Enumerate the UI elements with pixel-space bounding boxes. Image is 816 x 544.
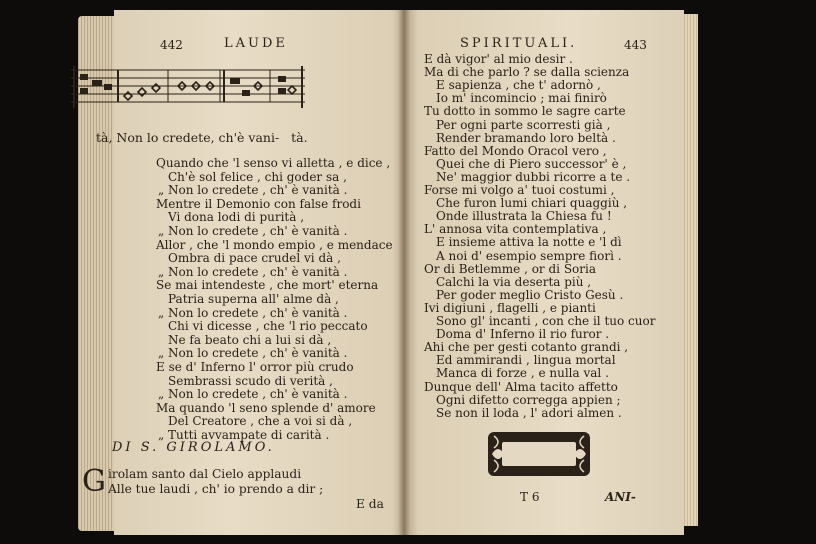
left-page-number: 442	[160, 38, 183, 52]
verse-line: Sono gl' incanti , con che il tuo cuor	[436, 314, 656, 328]
verse-line: Manca di forze , e nulla val .	[436, 366, 609, 381]
verse-line: Ahi che per gesti cotanto grandi ,	[424, 340, 629, 355]
verse-line: E se d' Inferno l' orror più crudo	[156, 360, 354, 374]
verse-line: Ogni difetto corregga appien ;	[436, 392, 621, 407]
right-page-number: 443	[624, 38, 647, 52]
verse-line: Onde illustrata la Chiesa fu !	[436, 209, 612, 224]
left-catchword: E da	[356, 497, 384, 511]
verse-line: Patria superna all' alme dà ,	[168, 292, 339, 306]
verse-line: Forse mi volgo a' tuoi costumi ,	[424, 183, 615, 197]
right-running-head: SPIRITUALI.	[460, 36, 578, 51]
verse-line: Per ogni parte scorresti già ,	[436, 117, 611, 132]
verse-line: Render bramando loro beltà .	[436, 130, 616, 145]
verse-line: Quando che 'l senso vi alletta , e dice ,	[156, 156, 391, 170]
verse-line: E insieme attiva la notte e 'l dì	[436, 235, 622, 250]
verse-line: Chi vi dicesse , che 'l rio peccato	[168, 319, 368, 334]
verse-line: „ Non lo credete , ch' è vanità .	[158, 264, 348, 279]
verse-line: Tu dotto in sommo le sagre carte	[424, 104, 626, 119]
verse-line: Che furon lumi chiari quaggiù ,	[436, 196, 628, 211]
verse-line: Ch'è sol felice , chi goder sa ,	[168, 169, 347, 184]
signature-mark: T 6	[520, 490, 540, 504]
verse-line: Ma quando 'l seno splende d' amore	[156, 400, 376, 415]
verse-line: Dunque dell' Alma tacito affetto	[424, 379, 618, 394]
verse-line: Quei che di Piero successor' è ,	[436, 156, 627, 171]
verse-line: Mentre il Demonio con false frodi	[156, 196, 361, 211]
verse-line: Or di Betlemme , or di Soria	[424, 261, 596, 276]
verse-line: Ne' maggior dubbi ricorre a te .	[436, 169, 631, 184]
verse-line: Per goder meglio Cristo Gesù .	[436, 287, 624, 302]
verse-line: Alle tue laudi , ch' io prendo a dir ;	[108, 482, 324, 496]
verse-line: Ne fa beato chi a lui si dà ,	[168, 332, 332, 347]
verse-line: Calchi la via deserta più ,	[436, 274, 592, 289]
verse-line: Del Creatore , che a voi si dà ,	[168, 414, 353, 429]
verse-line: „ Tutti avvampate di carità .	[158, 428, 330, 442]
book-gutter	[398, 10, 410, 535]
verse-line: Fatto del Mondo Oracol vero ,	[424, 143, 607, 158]
staff-lyric: tà, Non lo credete, ch'è vani- tà.	[96, 130, 308, 145]
verse-line: Ivi digiuni , flagelli , e pianti	[424, 300, 596, 315]
verse-line: Ed ammirandi , lingua mortal	[436, 353, 616, 368]
verse-line: Ombra di pace crudel vi dà ,	[168, 251, 341, 266]
verse-line: „ Non lo credete , ch' è vanità .	[158, 305, 348, 320]
verse-line: „ Non lo credete , ch' è vanità .	[158, 346, 348, 361]
verse-line: „ Non lo credete , ch' è vanità .	[158, 183, 348, 198]
verse-line: Ma di che parlo ? se dalla scienza	[424, 65, 630, 80]
verse-line: Io m' incomincio ; mai finirò	[436, 91, 607, 106]
music-staff	[70, 64, 310, 114]
verse-line: A noi d' esempio sempre fiorì .	[436, 248, 622, 263]
verse-line: Doma d' Inferno il rio furor .	[436, 327, 610, 342]
printer-ornament	[486, 430, 592, 478]
drop-cap: G	[82, 464, 106, 499]
verse-line: irolam santo dal Cielo applaudi	[108, 467, 302, 481]
verse-line: Allor , che 'l mondo empio , e mendace	[156, 237, 393, 252]
verse-line: Sembrassi scudo di verità ,	[168, 373, 333, 388]
right-fore-edge	[684, 14, 698, 526]
verse-line: L' annosa vita contemplativa ,	[424, 222, 607, 237]
verse-line: „ Non lo credete , ch' è vanità .	[158, 387, 348, 402]
verse-line: Vi dona lodi di purità ,	[168, 210, 305, 225]
verse-line: „ Non lo credete , ch' è vanità .	[158, 224, 348, 238]
verse-line: Se non il loda , l' adori almen .	[436, 405, 622, 420]
verse-line: E sapienza , che t' adornò ,	[436, 78, 601, 93]
section-heading: DI S. GIROLAMO.	[112, 440, 275, 455]
verse-line: Se mai intendeste , che mort' eterna	[156, 278, 379, 293]
right-catchword: ANI-	[605, 490, 636, 504]
verse-line: E dà vigor' al mio desir .	[424, 52, 573, 66]
left-running-head: LAUDE	[224, 36, 288, 51]
